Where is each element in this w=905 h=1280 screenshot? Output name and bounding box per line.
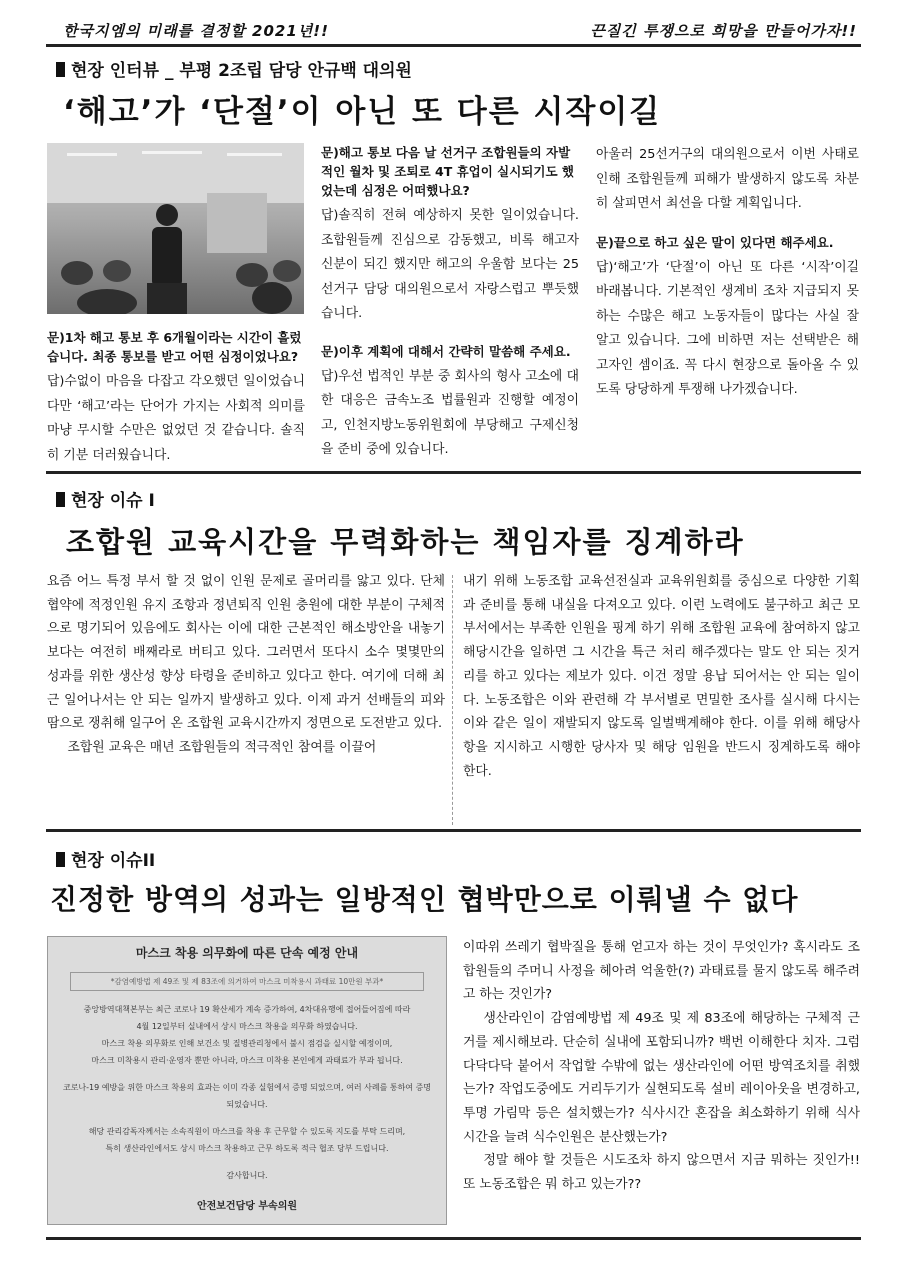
- issue2-headline: 진정한 방역의 성과는 일방적인 협박만으로 이뤄낼 수 없다: [50, 883, 799, 916]
- notice-line-1: 중앙방역대책본부는 최근 코로나 19 확산세가 계속 증가하여, 4차대유행에 접어들어짐에 따라: [83, 1005, 411, 1014]
- interview-a3: 답)우선 법적인 부분 중 회사의 형사 고소에 대한 대응은 금속노조 법률원과 진행할 예정이고, 인천지방노동위원회에 부당해고 구제신청을 준비 중에 있습니다.: [321, 368, 579, 457]
- issue2-text-col: [463, 936, 860, 1197]
- section-rule-1: [46, 471, 861, 474]
- notice-line-4: 마스크 미착용시 관리·운영자 뿐만 아니라, 마스크 미착용 본인에게 과태료가 부과 됩니다.: [91, 1056, 403, 1065]
- interview-section-label: 현장 인터뷰 _ 부평 2조립 담당 안규백 대의원: [56, 56, 412, 81]
- interview-col1: [47, 328, 305, 468]
- issue2-section-label: 현장 이슈II: [56, 846, 155, 871]
- column-divider: [452, 575, 454, 825]
- issue1-paragraph-1: 요즘 어느 특정 부서 할 것 없이 인원 문제로 골머리를 앓고 있다. 단체협약에 적정인원 유지 조항과 정년퇴직 인원 충원에 대한 부분이 구체적으로 명기되어 있음에도 회사는 이에 대한 근본적인 해소방안을 내놓기 보다는 여전히 배째라로 버티고 있다. 그러면서 또다시 소수 몇몇만의 성과를 위한 생산성 향상 타령을 준비하고 있다고 한다. 여기에 더해 최근 일어나서는 안 되는 일까지 발생하고 있다. 이제 과거 선배들의 피와 땀으로 쟁취해 일구어 온 조합원 교육시간까지 정면으로 도전받고 있다.: [47, 574, 445, 732]
- notice-line-7: 특히 생산라인에서도 상시 마스크 착용하고 근무 하도록 적극 협조 당부 드립니다.: [105, 1144, 389, 1153]
- interview-col3: [596, 143, 859, 403]
- interview-a2: 답)솔직히 전혀 예상하지 못한 일이었습니다. 조합원들께 진심으로 감동했고, 비록 해고자 신분이 되긴 했지만 해고의 우울함 보다는 25선거구 담당 대의원으로서 자랑스럽고 뿌듯했습니다.: [321, 208, 579, 321]
- mask-notice-image: [47, 936, 447, 1225]
- issue2-paragraph-1: 이따위 쓰레기 협박질을 통해 얻고자 하는 것이 무엇인가? 혹시라도 조합원들의 주머니 사정을 헤아려 억울한(?) 과태료를 물지 않도록 해주려고 하는 것인가?: [463, 940, 860, 1003]
- interview-q4: 문)끝으로 하고 싶은 말이 있다면 해주세요.: [596, 234, 834, 250]
- issue1-headline: 조합원 교육시간을 무력화하는 책임자를 징계하라: [66, 525, 745, 559]
- header-slogan-right: 끈질긴 투쟁으로 희망을 만들어가자!!: [590, 22, 857, 40]
- interview-headline: ‘해고’가 ‘단절’이 아닌 또 다른 시작이길: [63, 94, 662, 130]
- issue1-col1: [47, 570, 445, 760]
- notice-signature: 안전보건담당 부속의원: [196, 1201, 298, 1212]
- notice-line-3: 마스크 착용 의무화로 인해 보건소 및 질병관리청에서 불시 점검을 실시할 예정이며,: [101, 1039, 393, 1048]
- notice-thanks: 감사합니다.: [226, 1171, 268, 1180]
- issue1-paragraph-2: 조합원 교육은 매년 조합원들의 적극적인 참여를 이끌어: [67, 739, 377, 755]
- notice-line-6: 해당 관리감독자께서는 소속직원이 마스크를 착용 후 근무할 수 있도록 지도를 부탁 드리며,: [88, 1127, 406, 1136]
- issue1-paragraph-3: 내기 위해 노동조합 교육선전실과 교육위원회를 중심으로 다양한 기획과 준비를 통해 내실을 다져오고 있다. 이런 노력에도 불구하고 최근 모 부서에서는 부족한 인원을 핑계 하기 위해 조합원 교육에 참여하지 않고 해당시간을 일하면 그 시간을 특근 처리 해주겠다는 말도 안 되는 짓거리를 하고 있다는 제보가 있다. 이건 정말 용납 되어서는 안 되는 일이다. 노동조합은 이와 관련해 각 부서별로 면밀한 조사를 실시해 다시는 이와 같은 일이 재발되지 않도록 일벌백계해야 한다. 이를 위해 해당사항을 지시하고 시행한 당사자 및 해당 임원을 반드시 징계하도록 해야 한다.: [463, 574, 860, 779]
- header-rule: [46, 44, 861, 47]
- interview-a1: 답)수없이 마음을 다잡고 각오했던 일이었습니다만 ‘해고’라는 단어가 가지는 사회적 의미를 마냥 무시할 수만은 없었던 것 같습니다. 솔직히 기분 더러웠습니다.: [47, 374, 305, 463]
- interview-a2-cont: 아울러 25선거구의 대의원으로서 이번 사태로 인해 조합원들께 피해가 발생하지 않도록 차분히 살피면서 최선을 다할 계획입니다.: [596, 147, 859, 211]
- footer-rule: [46, 1237, 861, 1240]
- issue2-paragraph-2: 생산라인이 감염예방법 제 49조 및 제 83조에 해당하는 구체적 근거를 제시해보라. 단순히 실내에 포함되니까? 백번 이해한다 치자. 그럼 다닥다닥 붙어서 작업할 수밖에 없는 생산라인에 어떤 방역조치를 취했는가? 작업도중에도 거리두기가 실현되도록 설비 레이아웃을 변경하고, 투명 가림막 등은 설치했는가? 식사시간 혼잡을 최소화하기 위해 식사시간을 늘려 식수인원은 분산했는가?: [463, 1011, 860, 1145]
- notice-highlight: *감염예방법 제 49조 및 제 83조에 의거하여 마스크 미착용시 과태료 10만원 부과*: [70, 972, 424, 991]
- interview-q2: 문)해고 통보 다음 날 선거구 조합원들의 자발적인 월차 및 조퇴로 4T 휴업이 실시되기도 했었는데 심정은 어떠했나요?: [321, 145, 574, 198]
- section-rule-2: [46, 829, 861, 832]
- meeting-hall-image: [47, 143, 304, 314]
- notice-title: 마스크 착용 의무화에 따른 단속 예정 안내: [135, 946, 359, 960]
- interview-photo: [47, 143, 304, 314]
- issue1-col2: [463, 570, 860, 783]
- header-slogan-left: 한국지엠의 미래를 결정할 2021년!!: [63, 22, 329, 40]
- notice-line-2: 4월 12일부터 실내에서 상시 마스크 착용을 의무화 하였습니다.: [136, 1022, 358, 1031]
- interview-q1: 문)1차 해고 통보 후 6개월이라는 시간이 흘렀습니다. 최종 통보를 받고 어떤 심정이었나요?: [47, 330, 302, 364]
- interview-q3: 문)이후 계획에 대해서 간략히 말씀해 주세요.: [321, 343, 571, 359]
- issue1-section-label: 현장 이슈 I: [56, 486, 155, 511]
- interview-col2: [321, 143, 579, 463]
- issue2-paragraph-3: 정말 해야 할 것들은 시도조차 하지 않으면서 지금 뭐하는 짓인가!! 또 노동조합은 뭐 하고 있는가??: [463, 1153, 860, 1193]
- notice-line-5: 코로나-19 예방을 위한 마스크 착용의 효과는 이미 각종 실험에서 증명 되었으며, 여러 사례를 통하여 증명 되었습니다.: [62, 1083, 432, 1109]
- interview-a4: 답)‘해고’가 ‘단절’이 아닌 또 다른 ‘시작’이길 바래봅니다. 기본적인 생계비 조차 지급되지 못하는 수많은 해고 노동자들이 많다는 사실 잘 알고 있습니다. 그에 비하면 저는 선택받은 해고자인 셈이죠. 꼭 다시 현장으로 돌아올 수 있도록 당당하게 투쟁해 나가겠습니다.: [596, 259, 859, 397]
